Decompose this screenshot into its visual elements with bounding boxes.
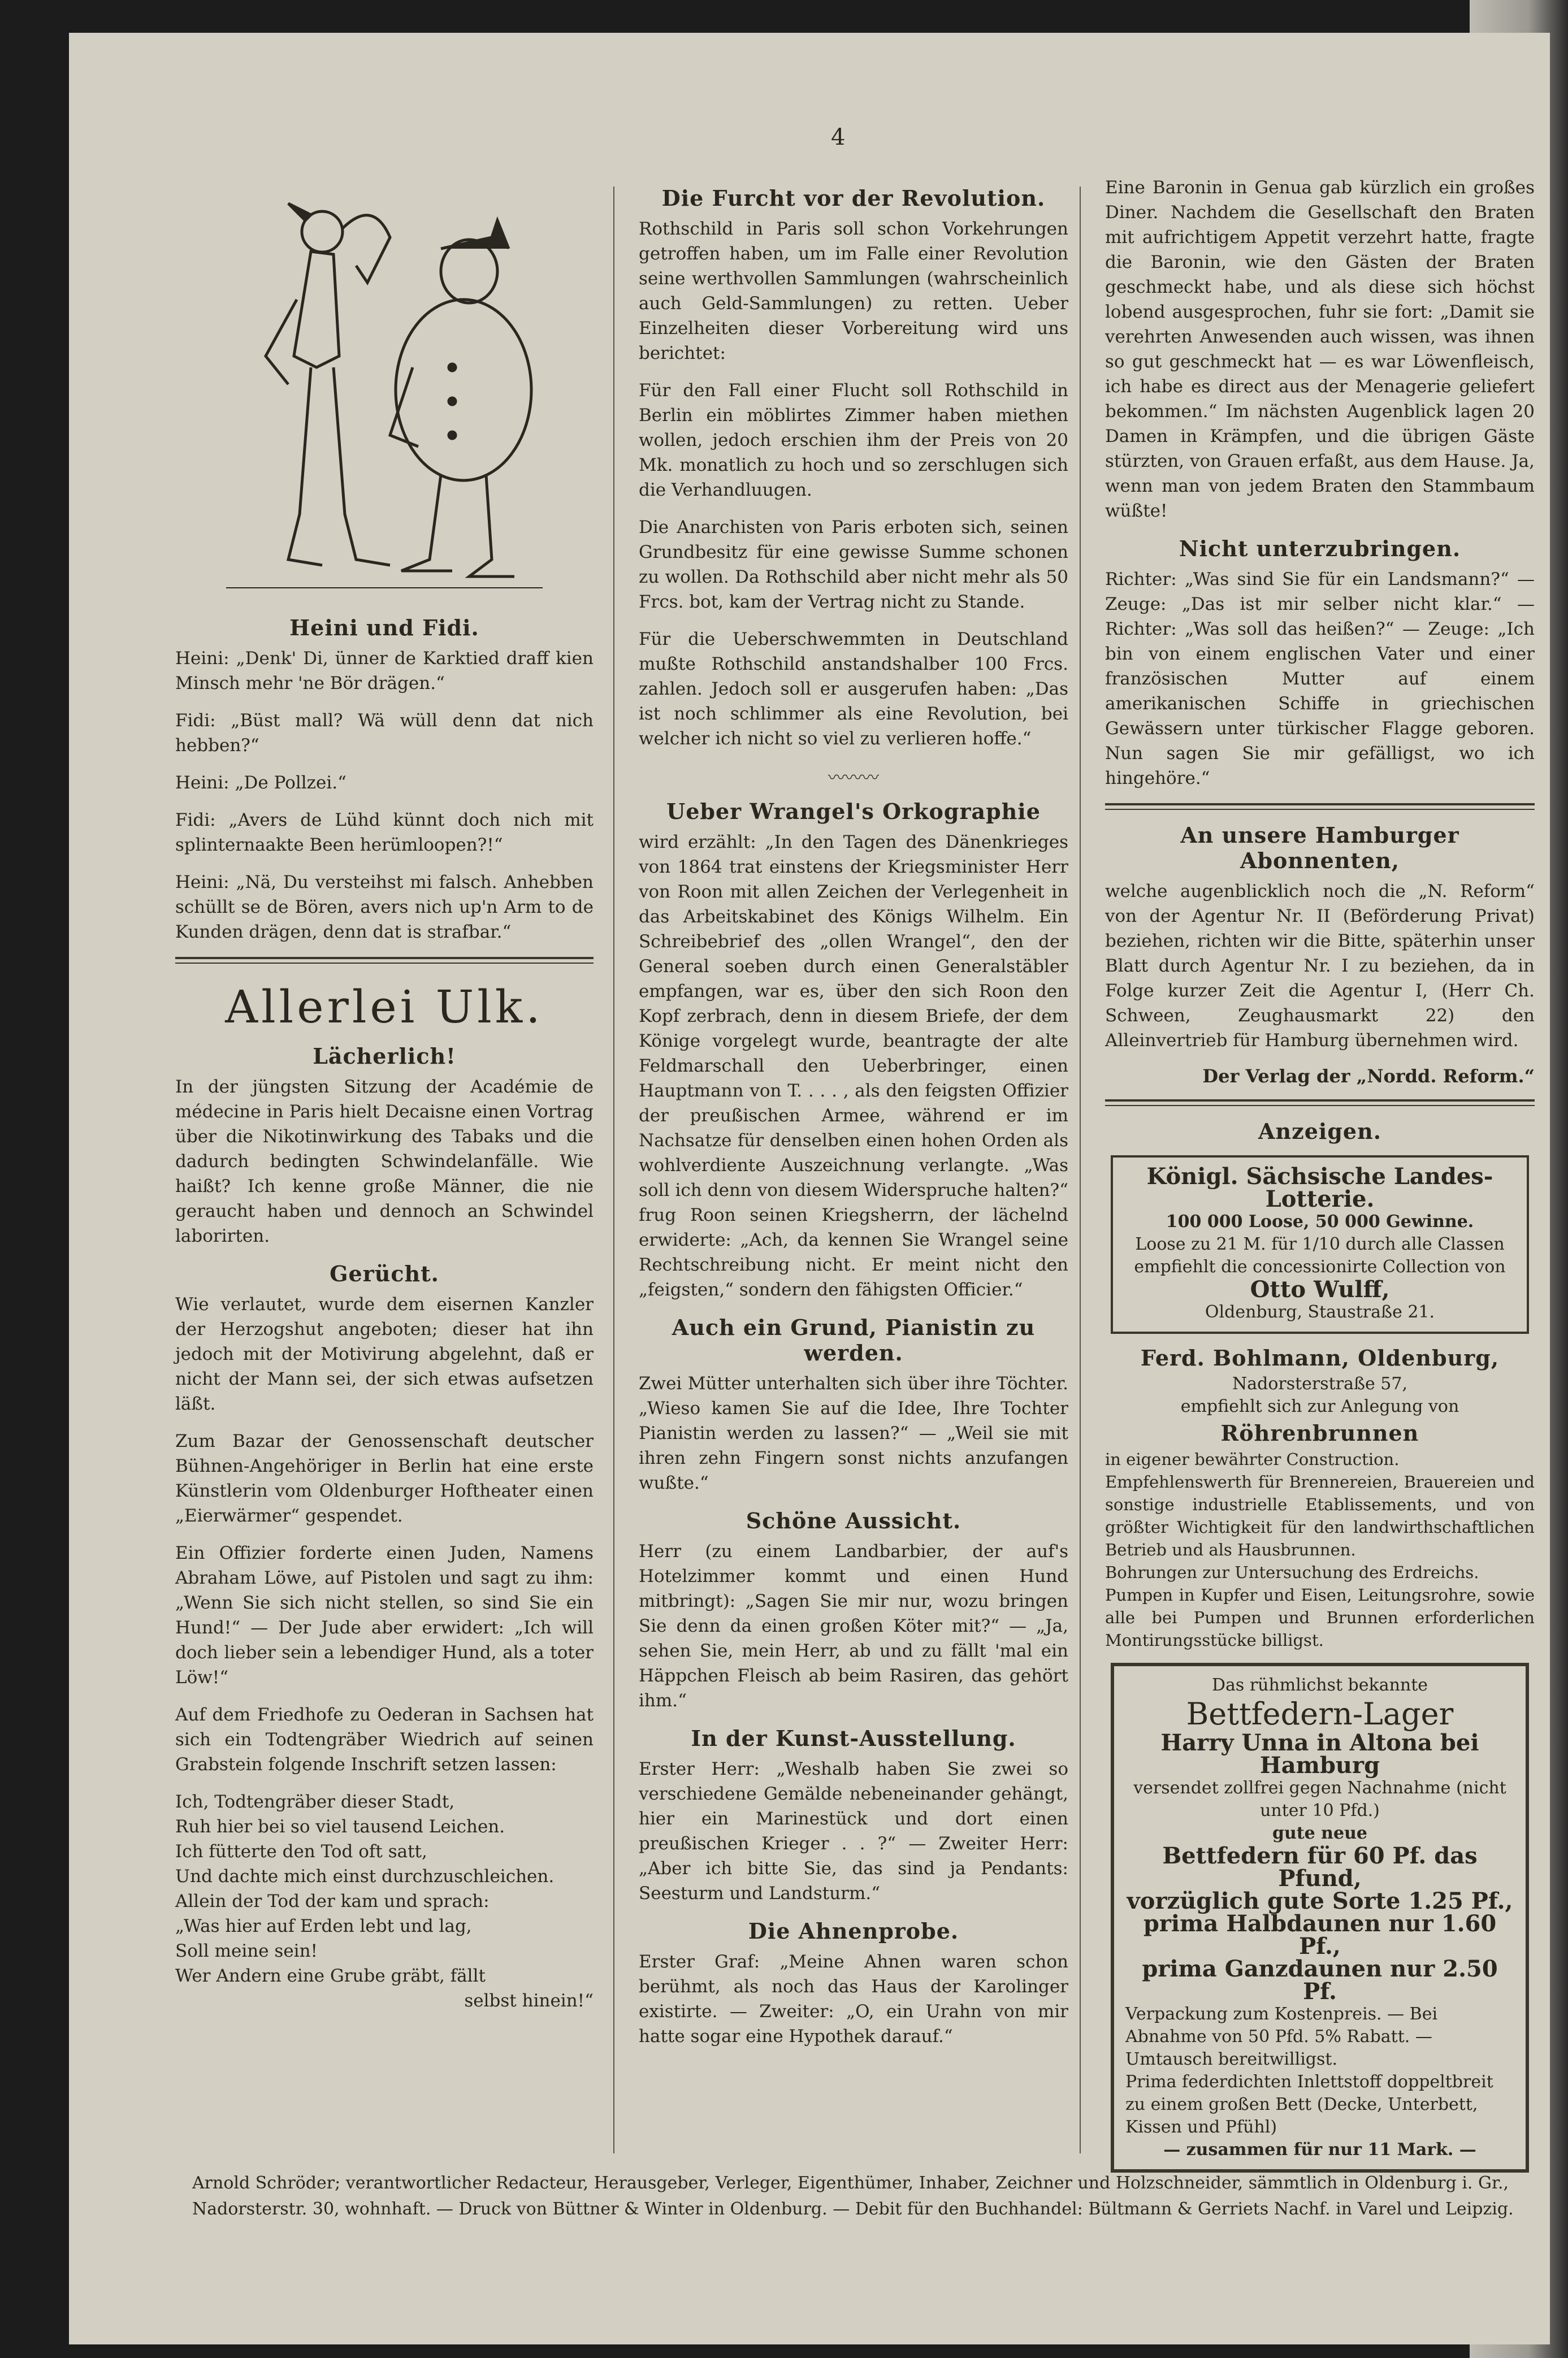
article-title: Nicht unterzubringen.	[1179, 536, 1461, 561]
bedfeather-ad	[1111, 1663, 1529, 2173]
epitaph-poem	[175, 1789, 594, 2013]
article-title: Gerücht.	[330, 1261, 439, 1286]
article-text: Für den Fall einer Flucht soll Rothschild in Berlin ein möblirtes Zimmer haben miethen wollen, jedoch erschien ihm der Preis von 20 Mk. monatlich zu hoch und so zerschlugen sich die Verhandluugen.	[639, 380, 1068, 500]
section-rule	[175, 957, 594, 964]
poem-line: Soll meine sein!	[175, 1941, 318, 1961]
notice-text: welche augenblicklich noch die „N. Reform“ von der Agentur Nr. II (Beförderung Privat) beziehen, richten wir die Bitte, späterhin unser Blatt durch Agentur Nr. I zu beziehen, da in Folge kurzer Zeit die Agentur I, (Herr Ch. Schween, Zeughausmarkt 22) den Alleinvertrieb für Hamburg übernehmen wird.	[1105, 881, 1535, 1051]
ornament-divider: 〰〰〰	[828, 768, 879, 788]
ad-line: prima Halbdaunen nur 1.60 Pf.,	[1143, 1910, 1497, 1960]
page-number: 4	[831, 124, 846, 150]
ad-line: Bohrungen zur Untersuchung des Erdreichs.	[1105, 1563, 1479, 1582]
article-text: Erster Herr: „Weshalb haben Sie zwei so verschiedene Gemälde nebeneinander gehängt, hier ein Marinestück und dort einen preußischen Krieger . . ?“ — Zweiter Herr: „Aber ich bitte Sie, das sind ja Pendants: Seesturm und Landsturm.“	[639, 1759, 1068, 1904]
ad-line: Bettfedern für 60 Pf. das Pfund,	[1162, 1843, 1478, 1892]
ad-line: vorzüglich gute Sorte 1.25 Pf.,	[1127, 1888, 1513, 1914]
article-text: Richter: „Was sind Sie für ein Landsmann?“ — Zeuge: „Das ist mir selber nicht klar.“ — Richter: „Was soll das heißen?“ — Zeuge: „Ich bin von einem englischen Vater und einer französischen Mutter auf einem amerikanischen Schiffe in griechischen Gewässern unter türkischer Flagge geboren. Nun sagen Sie mir gefälligst, wo ich hingehöre.“	[1105, 569, 1535, 788]
column-1	[175, 175, 594, 2013]
article-title: Die Furcht vor der Revolution.	[661, 185, 1046, 211]
article-text: Rothschild in Paris soll schon Vorkehrungen getroffen haben, um im Falle einer Revolution seine werthvollen Sammlungen (wahrscheinlich auch Geld-Sammlungen) zu retten. Ueber Einzelheiten dieser Vorbereitung wird uns berichtet:	[639, 219, 1068, 363]
article-title: Auch ein Grund, Pianistin zu werden.	[672, 1315, 1036, 1366]
ad-line: Verpackung zum Kostenpreis. — Bei Abnahme von 50 Pfd. 5% Rabatt. — Umtausch bereitwilligst.	[1125, 2004, 1438, 2069]
article-text: Für die Ueberschwemmten in Deutschland mußte Rothschild anstandshalber 100 Frcs. zahlen. Jedoch soll er ausgerufen haben: „Das ist noch schlimmer als eine Revolution, bei welcher ich nicht so viel zu verlieren hoffe.“	[639, 629, 1068, 749]
ad-line: Otto Wulff,	[1250, 1276, 1390, 1303]
column-3	[1105, 175, 1535, 2184]
article-text: Wie verlautet, wurde dem eisernen Kanzler der Herzogshut angeboten; dieser hat ihn jedoch mit der Motivirung abgelehnt, daß er nicht der Mann sei, der sich etwas aufsetzen läßt.	[175, 1294, 594, 1414]
article-text: Erster Graf: „Meine Ahnen waren schon berühmt, als noch das Haus der Karolinger existirte. — Zweiter: „O, ein Urahn von mir hatte sogar eine Hypothek darauf.“	[639, 1952, 1068, 2047]
poem-line: Wer Andern eine Grube gräbt, fällt	[175, 1966, 486, 1986]
ad-line: Oldenburg, Staustraße 21.	[1205, 1302, 1435, 1322]
ad-line: — zusammen für nur 11 Mark. —	[1163, 2140, 1476, 2160]
ad-line: Röhrenbrunnen	[1220, 1420, 1419, 1446]
article-title: Die Ahnenprobe.	[748, 1918, 959, 1944]
poem-line: Und dachte mich einst durchzuschleichen.	[175, 1866, 555, 1887]
ad-headline: Ferd. Bohlmann, Oldenburg,	[1140, 1345, 1500, 1371]
ad-headline: Bettfedern-Lager	[1186, 1696, 1454, 1732]
poem-line: Ich, Todtengräber dieser Stadt,	[175, 1792, 455, 1812]
poem-line: Ich fütterte den Tod oft satt,	[175, 1841, 427, 1862]
poem-line: selbst hinein!“	[464, 1991, 594, 2011]
article-title: Schöne Aussicht.	[746, 1508, 961, 1533]
ad-line: in eigener bewährter Construction.	[1105, 1450, 1400, 1469]
dialogue-line: Fidi: „Avers de Lühd künnt doch nich mit splinternaakte Been herümloopen?!“	[175, 810, 594, 855]
ad-line: Loose zu 21 M. für 1/10 durch alle Classen	[1135, 1234, 1505, 1254]
ads-title: Anzeigen.	[1258, 1119, 1381, 1144]
dialogue-line: Fidi: „Büst mall? Wä wüll denn dat nich hebben?“	[175, 710, 594, 756]
ad-line: 100 000 Loose, 50 000 Gewinne.	[1166, 1212, 1474, 1232]
dialogue-line: Heini: „Nä, Du versteihst mi falsch. Anhebben schüllt se de Bören, avers nich up'n Arm to de Kunden drägen, denn dat is strafbar.“	[175, 872, 594, 942]
poem-line: Ruh hier bei so viel tausend Leichen.	[175, 1817, 505, 1837]
ad-headline: Königl. Sächsische Landes-Lotterie.	[1146, 1163, 1493, 1212]
article-text: wird erzählt: „In den Tagen des Dänenkrieges von 1864 trat einstens der Kriegsminister Herr von Roon mit allen Zeichen der Verlegenheit in das Arbeitskabinet des Königs Wilhelm. Ein Schreibebrief des „ollen Wrangel“, den der General soeben durch einen Generalstäbler empfangen, war es, über den sich Roon den Kopf zerbrach, denn in diesem Briefe, der dem Könige vorgelegt wurde, beantragte der alte Feldmarschall den Ueberbringer, einen Hauptmann von T. . . . , als den feigsten Offizier der preußischen Armee, während er im Nachsatze für denselben einen hohen Orden als wohlverdiente Auszeichnung verlangte. „Was soll ich denn von diesem Widerspruche halten?“ frug Roon seinen Kriegsherrn, der lächelnd erwiderte: „Ach, da kennen Sie Wrangel seine Rechtschreibung nicht. Er meint nicht den „feigsten,“ sondern den fähigsten Officier.“	[639, 832, 1068, 1300]
poem-line: „Was hier auf Erden lebt und lag,	[175, 1916, 472, 1936]
well-ad	[1105, 1345, 1535, 1652]
article-text: Zwei Mütter unterhalten sich über ihre Töchter. „Wieso kamen Sie auf die Idee, Ihre Tochter Pianistin werden zu lassen?“ — „Weil sie mit ihren zehn Fingern sonst nichts anzufangen wußte.“	[639, 1373, 1068, 1493]
ad-line: Empfehlenswerth für Brennereien, Brauereien und sonstige industrielle Etablissements, und von größter Wichtigkeit für den landwirthschaftlichen Betrieb und als Hausbrunnen.	[1105, 1472, 1535, 1559]
article-text: Auf dem Friedhofe zu Oederan in Sachsen hat sich ein Todtengräber Wiedrich auf seinen Grabstein folgende Inschrift setzen lassen:	[175, 1705, 594, 1775]
article-text: Zum Bazar der Genossenschaft deutscher Bühnen-Angehöriger in Berlin hat eine erste Künstlerin vom Oldenburger Hoftheater einen „Eierwärmer“ gespendet.	[175, 1431, 594, 1526]
notice-title: An unsere Hamburger Abonnenten,	[1180, 822, 1459, 873]
poem-line: Allein der Tod der kam und sprach:	[175, 1891, 490, 1911]
ad-line: Harry Unna in Altona bei Hamburg	[1160, 1730, 1479, 1779]
section-title: Allerlei Ulk.	[225, 981, 544, 1033]
column-divider	[1080, 187, 1081, 2153]
section-rule	[1105, 803, 1535, 810]
column-2	[639, 175, 1068, 2061]
ad-line: Pumpen in Kupfer und Eisen, Leitungsrohre, sowie alle bei Pumpen und Brunnen erforderlichen Montirungsstücke billigst.	[1105, 1585, 1535, 1650]
article-title: Ueber Wrangel's Orkographie	[666, 799, 1041, 824]
dialogue-line: Heini: „Denk' Di, ünner de Karktied draff kien Minsch mehr 'ne Bör drägen.“	[175, 648, 594, 693]
ad-line: empfiehlt die concessionirte Collection von	[1134, 1257, 1506, 1277]
ad-line: Prima federdichten Inlettstoff doppeltbreit zu einem großen Bett (Decke, Unterbett, Kissen und Pfühl)	[1125, 2072, 1493, 2137]
ad-line: prima Ganzdaunen nur 2.50 Pf.	[1142, 1956, 1498, 2005]
ad-line: empfiehlt sich zur Anlegung von	[1180, 1397, 1459, 1416]
article-title: In der Kunst-Ausstellung.	[691, 1726, 1016, 1751]
ad-line: Nadorsterstraße 57,	[1232, 1374, 1407, 1394]
cartoon-illustration	[226, 198, 543, 605]
publisher-signature: Der Verlag der „Nordd. Reform.“	[1202, 1065, 1535, 1087]
ad-line: versendet zollfrei gegen Nachnahme (nicht unter 10 Pfd.)	[1133, 1778, 1506, 1820]
lottery-ad	[1111, 1155, 1529, 1334]
article-text: Eine Baronin in Genua gab kürzlich ein großes Diner. Nachdem die Gesellschaft den Braten mit aufrichtigem Appetit verzehrt hatte, fragte die Baronin, wie den Gästen der Braten geschmeckt habe, und als diese sich höchst lobend ausgesprochen, fuhr sie fort: „Damit sie verehrten Anwesenden auch wissen, was ihnen so gut geschmeckt hat — es war Löwenfleisch, ich habe es direct aus der Menagerie geliefert bekommen.“ Im nächsten Augenblick lagen 20 Damen in Krämpfen, und die übrigen Gäste stürzten, von Grauen erfaßt, aus dem Hause. Ja, wenn man von jedem Braten den Stammbaum wüßte!	[1105, 177, 1535, 521]
cartoon-title: Heini und Fidi.	[289, 615, 479, 640]
column-divider	[613, 187, 614, 2153]
article-text: Die Anarchisten von Paris erboten sich, seinen Grundbesitz für eine gewisse Summe schonen zu wollen. Da Rothschild aber nicht mehr als 50 Frcs. bot, kam der Vertrag nicht zu Stande.	[639, 517, 1068, 612]
article-text: Herr (zu einem Landbarbier, der auf's Hotelzimmer kommt und einen Hund mitbringt): „Sagen Sie mir nur, wozu bringen Sie denn da einen großen Köter mit?“ — „Ja, sehen Sie, mein Herr, ab und zu fällt 'mal ein Häppchen Fleisch ab beim Rasiren, das gehört ihm.“	[639, 1541, 1068, 1711]
article-text: In der jüngsten Sitzung der Académie de médecine in Paris hielt Decaisne einen Vortrag über die Nikotinwirkung des Tabaks und die dadurch bedingten Schwindelanfälle. Wie haißt? Ich kenne große Männer, die nie geraucht haben und dennoch an Schwindel laborirten.	[175, 1077, 594, 1246]
article-title: Lächerlich!	[313, 1043, 456, 1069]
imprint-footer: Arnold Schröder; verantwortlicher Redacteur, Herausgeber, Verleger, Eigenthümer, Inhaber, Zeichner und Holzschneider, sämmtlich in Oldenburg i. Gr., Nadorsterstr. 30, wohnhaft. — Druck von Büttner & Winter in Oldenburg. — Debit für den Buchhandel: Bültmann & Gerriets Nachf. in Varel und Leipzig.	[192, 2173, 1514, 2219]
section-rule	[1105, 1099, 1535, 1106]
ad-line: Das rühmlichst bekannte	[1211, 1675, 1428, 1695]
ad-line: gute neue	[1272, 1823, 1367, 1843]
article-text: Ein Offizier forderte einen Juden, Namens Abraham Löwe, auf Pistolen und sagt zu ihm: „Wenn Sie sich nicht stellen, so sind Sie ein Hund!“ — Der Jude aber erwidert: „Ich will doch lieber sein a lebendiger Hund, als a toter Löw!“	[175, 1543, 594, 1688]
dialogue-line: Heini: „De Pollzei.“	[175, 773, 346, 793]
